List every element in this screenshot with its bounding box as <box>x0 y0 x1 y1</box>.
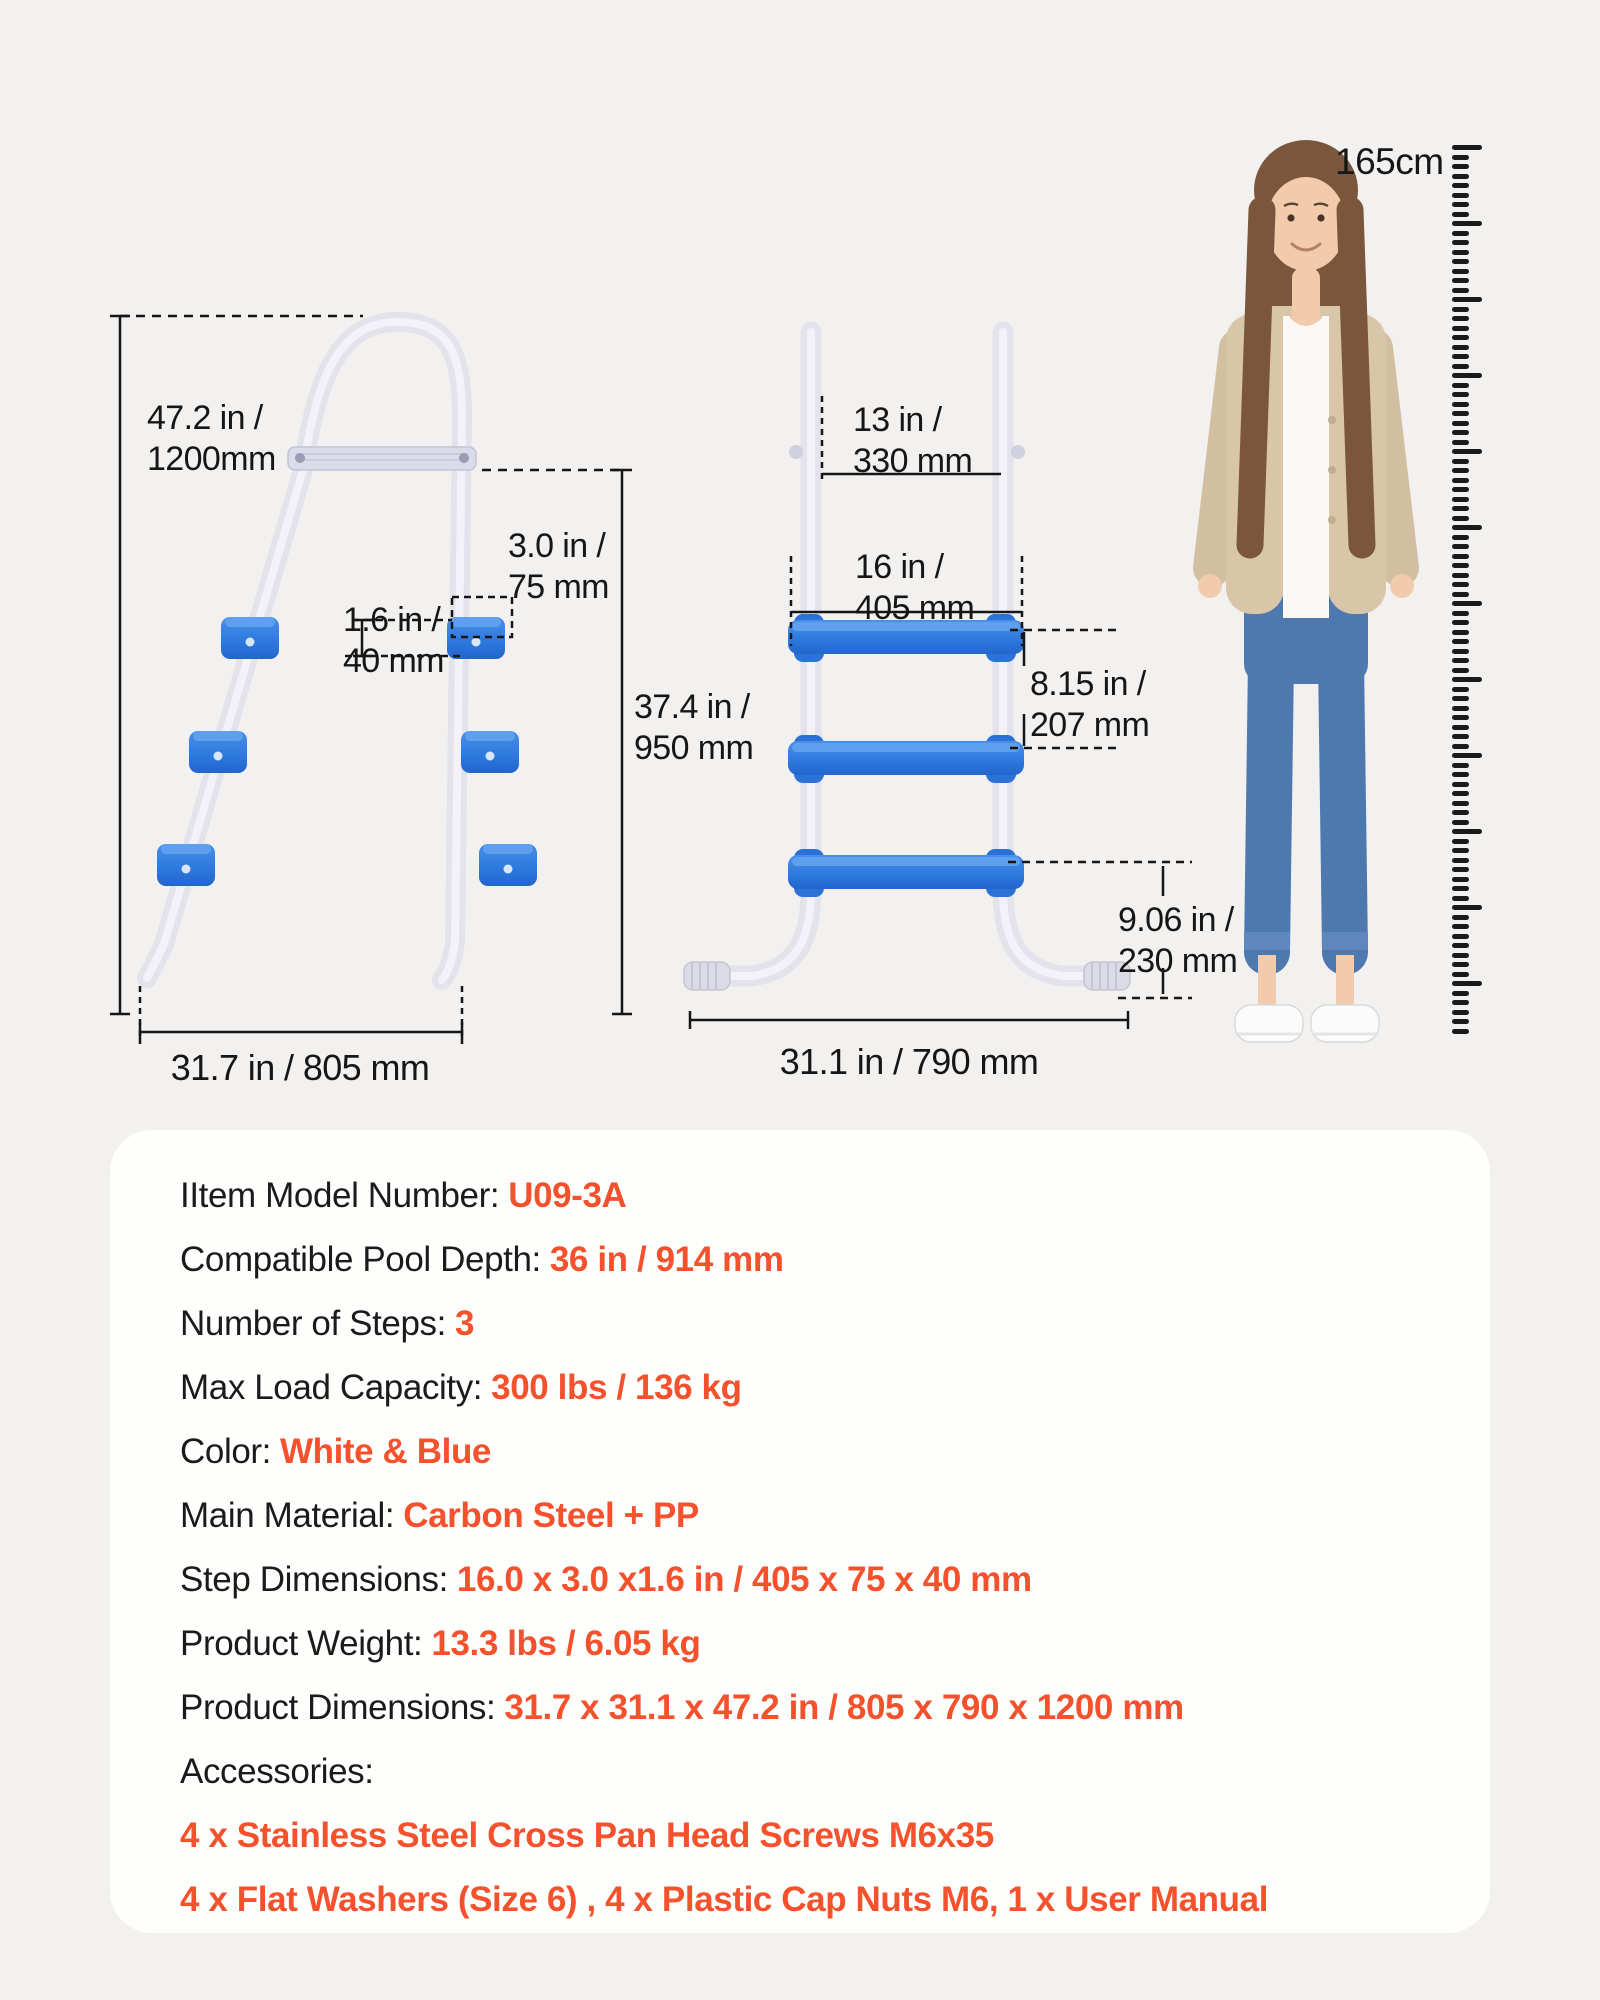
ruler-tick <box>1452 316 1469 321</box>
ruler-tick <box>1452 554 1469 559</box>
dim-lines-base-front <box>690 1011 1128 1029</box>
ruler-tick <box>1452 221 1482 226</box>
ruler-tick <box>1452 649 1469 654</box>
spec-card <box>110 1130 1490 1933</box>
a-frame-crossbar <box>288 447 476 470</box>
spec-row <box>180 1624 1430 1664</box>
spec-label: Product Dimensions: <box>180 1688 496 1727</box>
spec-row <box>180 1560 1430 1600</box>
ruler-tick <box>1452 772 1469 777</box>
ruler-tick <box>1452 687 1469 692</box>
ruler-tick <box>1452 810 1469 815</box>
ruler-tick <box>1452 592 1469 597</box>
ruler-tick <box>1452 202 1469 207</box>
spec-value: 4 x Stainless Steel Cross Pan Head Screws M6x35 <box>180 1816 994 1855</box>
ruler-tick <box>1452 373 1482 378</box>
ruler-tick <box>1452 573 1469 578</box>
ruler-tick <box>1452 867 1469 872</box>
ruler-tick <box>1452 668 1469 673</box>
ruler-tick <box>1452 307 1469 312</box>
spec-row <box>180 1496 1430 1536</box>
dim-label-step-gap: 8.15 in / 207 mm <box>1030 665 1150 745</box>
ruler-tick <box>1452 1019 1469 1024</box>
ruler-tick <box>1452 886 1469 891</box>
dim-label-base-front: 31.1 in / 790 mm <box>779 1041 1039 1082</box>
ruler-tick <box>1452 459 1469 464</box>
ruler-tick <box>1452 345 1469 350</box>
ruler-tick <box>1452 848 1469 853</box>
ruler-tick <box>1452 1029 1469 1034</box>
ruler-tick <box>1452 1000 1469 1005</box>
spec-row <box>180 1240 1430 1280</box>
ruler-tick <box>1452 145 1482 150</box>
spec-row <box>180 1432 1430 1472</box>
front-ladder-steps <box>788 614 1024 897</box>
ruler-tick <box>1452 402 1469 407</box>
ruler-tick <box>1452 924 1469 929</box>
spec-label: Max Load Capacity: <box>180 1368 483 1407</box>
height-ruler <box>1452 145 1492 1035</box>
ruler-tick <box>1452 278 1469 283</box>
ruler-tick <box>1452 392 1469 397</box>
ruler-tick <box>1452 478 1469 483</box>
ruler-tick <box>1452 212 1469 217</box>
dim-label-top-width: 13 in / 330 mm <box>853 401 973 481</box>
ruler-tick <box>1452 449 1482 454</box>
ruler-tick <box>1452 174 1469 179</box>
ruler-tick <box>1452 915 1469 920</box>
ruler-tick <box>1452 953 1469 958</box>
ruler-tick <box>1452 297 1482 302</box>
ruler-tick <box>1452 943 1469 948</box>
spec-label: Main Material: <box>180 1496 395 1535</box>
ruler-tick <box>1452 620 1469 625</box>
spec-label: Color: <box>180 1432 271 1471</box>
ruler-tick <box>1452 601 1482 606</box>
ruler-tick <box>1452 411 1469 416</box>
dim-label-step-width: 16 in / 405 mm <box>855 548 975 628</box>
dim-label-total-height: 47.2 in / 1200mm <box>147 399 276 479</box>
ruler-tick <box>1452 506 1469 511</box>
ruler-tick <box>1452 250 1469 255</box>
spec-value: White & Blue <box>279 1432 491 1471</box>
ruler-tick <box>1452 155 1469 160</box>
ruler-tick <box>1452 991 1469 996</box>
dim-lines-base-side <box>140 986 462 1044</box>
ruler-tick <box>1452 962 1469 967</box>
ruler-tick <box>1452 677 1482 682</box>
ruler-tick <box>1452 839 1469 844</box>
ruler-tick <box>1452 326 1469 331</box>
spec-label: Accessories: <box>180 1752 374 1791</box>
ruler-tick <box>1452 934 1469 939</box>
spec-row <box>180 1688 1430 1728</box>
person-neck <box>1292 268 1320 322</box>
spec-value: U09-3A <box>508 1176 627 1215</box>
spec-label: Product Weight: <box>180 1624 423 1663</box>
ruler-tick <box>1452 896 1469 901</box>
spec-row <box>180 1368 1430 1408</box>
ruler-tick <box>1452 782 1469 787</box>
ruler-tick <box>1452 468 1469 473</box>
spec-value: Carbon Steel + PP <box>403 1496 699 1535</box>
ruler-tick <box>1452 525 1482 530</box>
ruler-tick <box>1452 1010 1469 1015</box>
dim-label-base-side: 31.7 in / 805 mm <box>170 1047 430 1088</box>
spec-value: 300 lbs / 136 kg <box>491 1368 742 1407</box>
dim-label-bottom-gap: 9.06 in / 230 mm <box>1118 901 1238 981</box>
ruler-tick <box>1452 288 1469 293</box>
spec-value: 36 in / 914 mm <box>549 1240 784 1279</box>
ruler-tick <box>1452 981 1482 986</box>
ruler-tick <box>1452 753 1482 758</box>
ruler-tick <box>1452 744 1469 749</box>
ruler-tick <box>1452 563 1469 568</box>
spec-row <box>180 1816 1430 1856</box>
dim-label-step-height: 1.6 in / 40 mm <box>343 601 444 681</box>
ruler-tick <box>1452 354 1469 359</box>
ruler-tick <box>1452 715 1469 720</box>
person-jeans <box>1244 592 1368 952</box>
ruler-tick <box>1452 164 1469 169</box>
ruler-tick <box>1452 364 1469 369</box>
ruler-tick <box>1452 611 1469 616</box>
spec-value: 16.0 x 3.0 x1.6 in / 405 x 75 x 40 mm <box>456 1560 1032 1599</box>
ruler-tick <box>1452 820 1469 825</box>
spec-row <box>180 1752 1430 1792</box>
ruler-tick <box>1452 801 1469 806</box>
spec-value: 31.7 x 31.1 x 47.2 in / 805 x 790 x 1200 mm <box>504 1688 1184 1727</box>
ruler-tick <box>1452 516 1469 521</box>
spec-label: Compatible Pool Depth: <box>180 1240 541 1279</box>
spec-label: Step Dimensions: <box>180 1560 448 1599</box>
person-height-label: 165cm <box>1335 141 1444 182</box>
spec-value: 4 x Flat Washers (Size 6) , 4 x Plastic Cap Nuts M6, 1 x User Manual <box>180 1880 1269 1919</box>
person-face <box>1266 177 1346 271</box>
spec-row <box>180 1176 1430 1216</box>
dim-label-step-depth: 3.0 in / 75 mm <box>508 527 609 607</box>
ruler-tick <box>1452 497 1469 502</box>
ruler-tick <box>1452 696 1469 701</box>
spec-value: 13.3 lbs / 6.05 kg <box>431 1624 701 1663</box>
ruler-tick <box>1452 763 1469 768</box>
ruler-tick <box>1452 582 1469 587</box>
ruler-tick <box>1452 269 1469 274</box>
ruler-tick <box>1452 193 1469 198</box>
dim-label-ladder-height: 37.4 in / 950 mm <box>634 688 754 768</box>
spec-label: Number of Steps: <box>180 1304 446 1343</box>
ruler-tick <box>1452 421 1469 426</box>
ruler-tick <box>1452 706 1469 711</box>
ruler-tick <box>1452 639 1469 644</box>
spec-row <box>180 1304 1430 1344</box>
ruler-tick <box>1452 905 1482 910</box>
ruler-tick <box>1452 725 1469 730</box>
ruler-tick <box>1452 440 1469 445</box>
ruler-tick <box>1452 259 1469 264</box>
ruler-tick <box>1452 829 1482 834</box>
ruler-tick <box>1452 240 1469 245</box>
ruler-tick <box>1452 544 1469 549</box>
ruler-tick <box>1452 430 1469 435</box>
ruler-tick <box>1452 231 1469 236</box>
ruler-tick <box>1452 383 1469 388</box>
ruler-tick <box>1452 630 1469 635</box>
spec-row <box>180 1880 1430 1920</box>
ruler-tick <box>1452 487 1469 492</box>
person-tshirt <box>1283 316 1329 618</box>
spec-label: IItem Model Number: <box>180 1176 500 1215</box>
ruler-tick <box>1452 335 1469 340</box>
ruler-tick <box>1452 877 1469 882</box>
ruler-tick <box>1452 658 1469 663</box>
ruler-tick <box>1452 858 1469 863</box>
ruler-tick <box>1452 734 1469 739</box>
person-shoes <box>1235 1005 1379 1042</box>
ruler-tick <box>1452 791 1469 796</box>
ruler-tick <box>1452 535 1469 540</box>
ruler-tick <box>1452 972 1469 977</box>
spec-value: 3 <box>454 1304 475 1343</box>
ruler-tick <box>1452 183 1469 188</box>
